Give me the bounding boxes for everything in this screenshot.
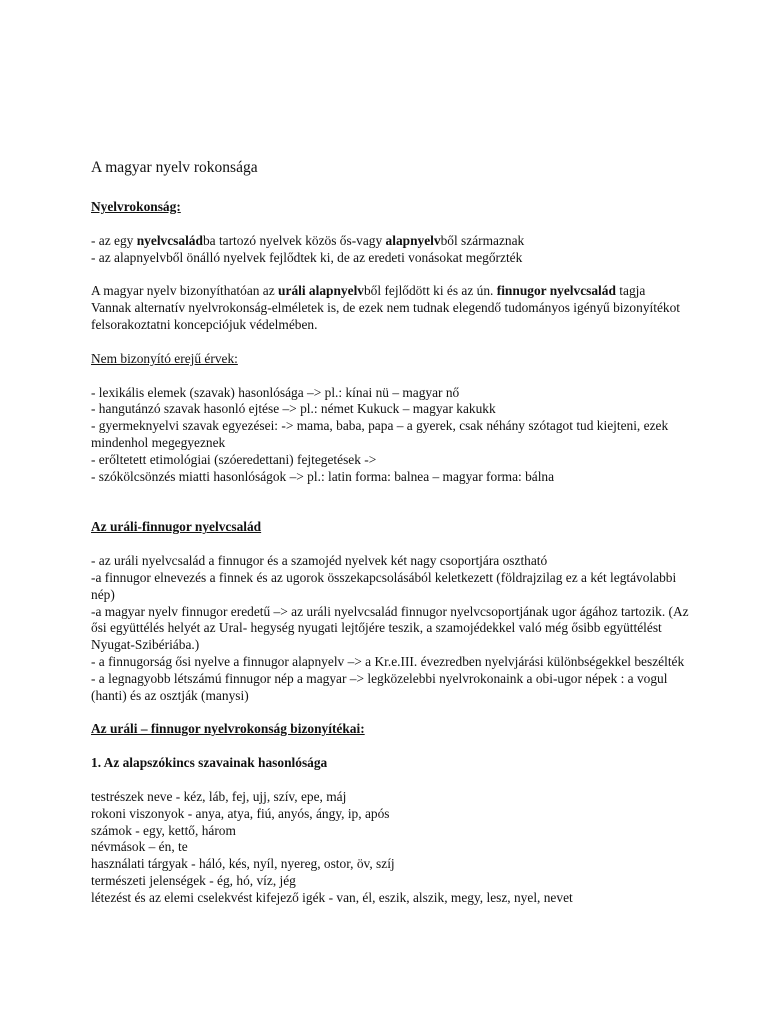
paragraph: Vannak alternatív nyelvrokonság-elméletek is, de ezek nem tudnak elegendő tudományos igényű bizonyítékot felsorakoztatni koncepciójuk védelmében. — [91, 300, 681, 332]
document-title: A magyar nyelv rokonsága — [91, 159, 258, 176]
list-item: létezést és az elemi cselekvést kifejező igék - van, él, eszik, alszik, megy, lesz, nyel, nevet — [91, 889, 573, 905]
section-heading-nem-bizonyito: Nem bizonyító erejű érvek: — [91, 350, 238, 366]
list-item: - szókölcsönzés miatti hasonlóságok –> pl.: latin forma: balnea – magyar forma: bálna — [91, 468, 555, 484]
list-item: - hangutánzó szavak hasonló ejtése –> pl.: német Kukuck – magyar kakukk — [91, 401, 496, 417]
list-item: - lexikális elemek (szavak) hasonlósága –> pl.: kínai nü – magyar nő — [91, 384, 460, 400]
list-item: névmások – én, te — [91, 839, 188, 855]
list-item: használati tárgyak - háló, kés, nyíl, nyereg, ostor, öv, szíj — [91, 856, 395, 872]
list-item: - a finnugorság ősi nyelve a finnugor alapnyelv –> a Kr.e.III. évezredben nyelvjárási különbségekkel beszélték — [91, 653, 685, 669]
subheading-alapszokincs: 1. Az alapszókincs szavainak hasonlósága — [91, 755, 328, 771]
section-heading-urali-finnugor: Az uráli-finnugor nyelvcsalád — [91, 519, 262, 535]
list-item: rokoni viszonyok - anya, atya, fiú, anyós, ángy, ip, após — [91, 805, 390, 821]
list-item: - a legnagyobb létszámú finnugor nép a magyar –> legközelebbi nyelvrokonaink a obi-ugor népek : a vogul (hanti) és az osztják (manysi) — [91, 670, 668, 703]
text-line: - az egy nyelvcsaládba tartozó nyelvek közös ős-vagy alapnyelvből származnak — [91, 232, 525, 248]
list-item: számok - egy, kettő, három — [91, 822, 236, 838]
text-line: - az alapnyelvből önálló nyelvek fejlődtek ki, de az eredeti vonásokat megőrzték — [91, 249, 523, 265]
list-item: - az uráli nyelvcsalád a finnugor és a szamojéd nyelvek két nagy csoportjára osztható — [91, 553, 548, 569]
list-item: - gyermeknyelvi szavak egyezései: -> mama, baba, papa – a gyerek, csak néhány szótagot tud kiejteni, ezek mindenhol megegyeznek — [91, 418, 669, 450]
list-item: természeti jelenségek - ég, hó, víz, jég — [91, 872, 296, 888]
list-item: -a finnugor elnevezés a finnek és az ugorok összekapcsolásából keletkezett (földrajzilag ez a két legtávolabbi nép) — [91, 569, 677, 602]
list-item: -a magyar nyelv finnugor eredetű –> az uráli nyelvcsalád finnugor nyelvcsoportjának ugor ágához tartozik. (Az ősi együttélés helyét az Ural- hegység nyugati lejtőjére teszik, a szamojédekkel való még ősibb együttélést Nyugat-Szibériába.) — [91, 603, 689, 653]
list-item: testrészek neve - kéz, láb, fej, ujj, szív, epe, máj — [91, 788, 347, 804]
paragraph: A magyar nyelv bizonyíthatóan az uráli alapnyelvből fejlődött ki és az ún. finnugor nyelvcsalád tagja — [91, 283, 646, 299]
section-heading-bizonyitekok: Az uráli – finnugor nyelvrokonság bizonyítékai: — [91, 721, 365, 737]
section-heading-nyelvrokonsag: Nyelvrokonság: — [91, 199, 181, 214]
document-body — [91, 158, 691, 907]
list-item: - erőltetett etimológiai (szóeredettani) fejtegetések -> — [91, 451, 377, 467]
